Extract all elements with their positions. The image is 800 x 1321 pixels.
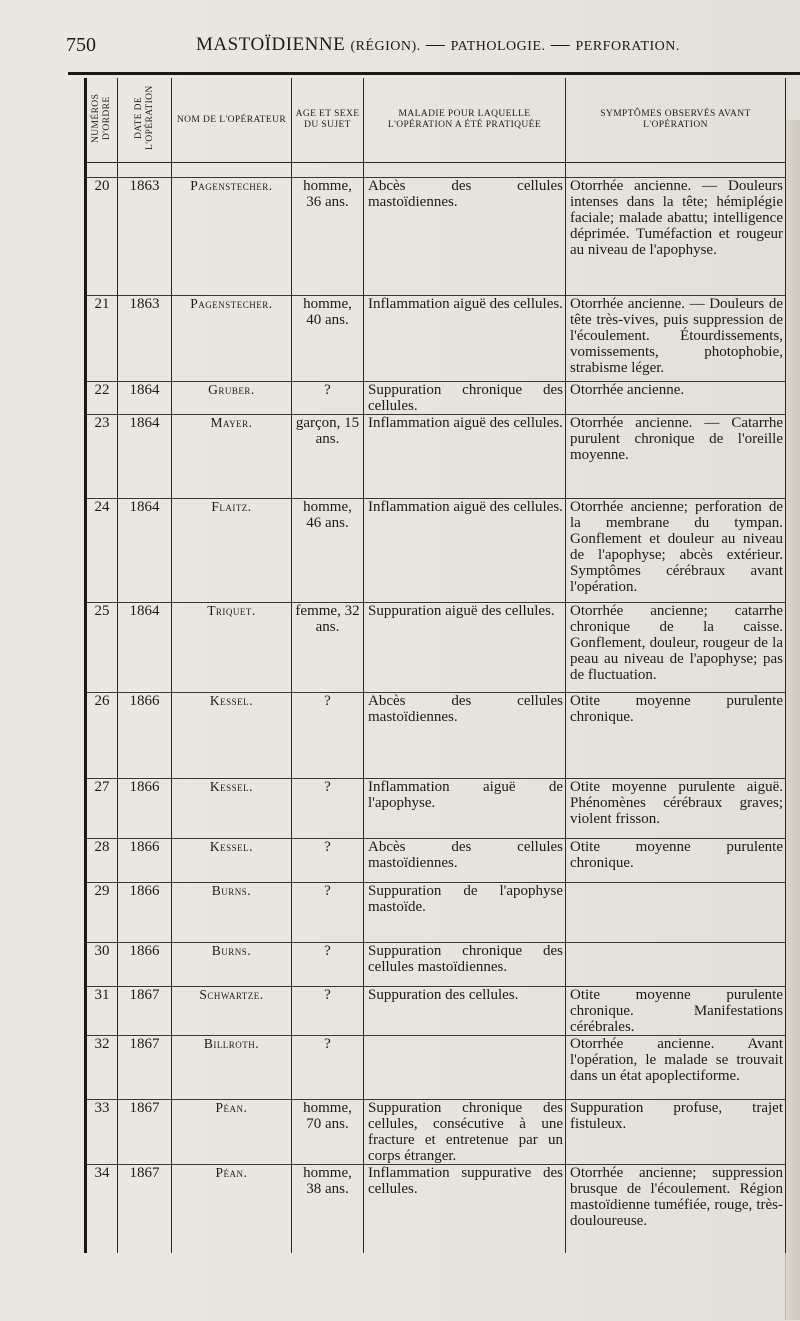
age-sex: homme, 46 ans. xyxy=(292,499,364,603)
row-number: 29 xyxy=(86,883,118,943)
table-header-row xyxy=(86,78,786,163)
row-number: 26 xyxy=(86,693,118,779)
disease-description: Inflammation aiguë des cellules. xyxy=(364,296,566,382)
row-number: 34 xyxy=(86,1165,118,1253)
age-sex: homme, 70 ans. xyxy=(292,1100,364,1165)
table-row xyxy=(86,883,786,943)
operation-date: 1864 xyxy=(118,382,172,415)
symptoms-description: Otorrhée ancienne; suppression brusque de l'écoulement. Région mastoïdienne tuméfiée, rouge, très-douloureuse. xyxy=(566,1165,786,1253)
operator-name: Péan. xyxy=(172,1165,292,1253)
table-row xyxy=(86,382,786,415)
disease-description: Suppuration aiguë des cellules. xyxy=(364,603,566,693)
row-number: 30 xyxy=(86,943,118,987)
age-sex: ? xyxy=(292,943,364,987)
symptoms-description: Otite moyenne purulente aiguë. Phénomènes cérébraux graves; violent frisson. xyxy=(566,779,786,839)
table-row xyxy=(86,499,786,603)
age-sex: homme, 36 ans. xyxy=(292,178,364,296)
row-number: 28 xyxy=(86,839,118,883)
symptoms-description: Otite moyenne purulente chronique. Manifestations cérébrales. xyxy=(566,987,786,1036)
table-row xyxy=(86,296,786,382)
operation-date: 1867 xyxy=(118,1165,172,1253)
row-number: 21 xyxy=(86,296,118,382)
disease-description: Inflammation suppurative des cellules. xyxy=(364,1165,566,1253)
col-header-operateur: NOM DE L'OPÉRATEUR xyxy=(172,78,292,163)
operation-date: 1864 xyxy=(118,603,172,693)
title-perforation: PERFORATION. xyxy=(575,39,680,54)
operation-date: 1864 xyxy=(118,499,172,603)
row-number: 20 xyxy=(86,178,118,296)
table-row xyxy=(86,839,786,883)
age-sex: ? xyxy=(292,1036,364,1100)
operation-date: 1863 xyxy=(118,296,172,382)
title-main: MASTOÏDIENNE xyxy=(196,34,346,55)
age-sex: femme, 32 ans. xyxy=(292,603,364,693)
symptoms-description xyxy=(566,883,786,943)
title-dash-2: — xyxy=(550,34,571,55)
row-number: 27 xyxy=(86,779,118,839)
operator-name: Flaitz. xyxy=(172,499,292,603)
disease-description xyxy=(364,1036,566,1100)
table-row xyxy=(86,943,786,987)
symptoms-description: Suppuration profuse, trajet fistuleux. xyxy=(566,1100,786,1165)
symptoms-description: Otorrhée ancienne. — Douleurs de tête très-vives, puis suppression de l'écoulement. Étourdissements, vomissements, photophobie, strabisme léger. xyxy=(566,296,786,382)
age-sex: garçon, 15 ans. xyxy=(292,415,364,499)
operation-date: 1866 xyxy=(118,839,172,883)
table-row xyxy=(86,178,786,296)
operation-date: 1867 xyxy=(118,1036,172,1100)
age-sex: homme, 38 ans. xyxy=(292,1165,364,1253)
age-sex: ? xyxy=(292,883,364,943)
operator-name: Burns. xyxy=(172,883,292,943)
operator-name: Triquet. xyxy=(172,603,292,693)
disease-description: Suppuration chronique des cellules. xyxy=(364,382,566,415)
symptoms-description xyxy=(566,943,786,987)
symptoms-description: Otite moyenne purulente chronique. xyxy=(566,693,786,779)
table-body xyxy=(86,178,786,1253)
symptoms-description: Otorrhée ancienne. — Catarrhe purulent chronique de l'oreille moyenne. xyxy=(566,415,786,499)
operator-name: Pagenstecher. xyxy=(172,296,292,382)
table-row xyxy=(86,415,786,499)
row-number: 33 xyxy=(86,1100,118,1165)
disease-description: Inflammation aiguë des cellules. xyxy=(364,499,566,603)
table-row xyxy=(86,1165,786,1253)
title-pathologie: PATHOLOGIE. xyxy=(450,39,546,54)
operation-date: 1866 xyxy=(118,693,172,779)
row-number: 22 xyxy=(86,382,118,415)
operator-name: Kessel. xyxy=(172,779,292,839)
age-sex: ? xyxy=(292,987,364,1036)
table-row xyxy=(86,1036,786,1100)
disease-description: Abcès des cellules mastoïdiennes. xyxy=(364,839,566,883)
operation-date: 1864 xyxy=(118,415,172,499)
operator-name: Schwartze. xyxy=(172,987,292,1036)
table-row xyxy=(86,693,786,779)
next-page-edge xyxy=(785,120,800,1320)
table-row xyxy=(86,603,786,693)
disease-description: Abcès des cellules mastoïdiennes. xyxy=(364,178,566,296)
row-number: 23 xyxy=(86,415,118,499)
row-number: 24 xyxy=(86,499,118,603)
age-sex: ? xyxy=(292,382,364,415)
operator-name: Kessel. xyxy=(172,839,292,883)
operation-date: 1866 xyxy=(118,943,172,987)
header-rule xyxy=(68,72,800,75)
col-header-symptomes: SYMPTÔMES OBSERVÉS AVANT L'OPÉRATION xyxy=(566,78,786,163)
disease-description: Suppuration des cellules. xyxy=(364,987,566,1036)
row-number: 25 xyxy=(86,603,118,693)
operator-name: Billroth. xyxy=(172,1036,292,1100)
table-row xyxy=(86,987,786,1036)
row-number: 31 xyxy=(86,987,118,1036)
title-region: (RÉGION). xyxy=(350,39,421,54)
page-number: 750 xyxy=(66,34,96,56)
age-sex: ? xyxy=(292,779,364,839)
age-sex: ? xyxy=(292,839,364,883)
operator-name: Pagenstecher. xyxy=(172,178,292,296)
operator-name: Burns. xyxy=(172,943,292,987)
table-row xyxy=(86,779,786,839)
running-title xyxy=(196,34,680,56)
operation-date: 1867 xyxy=(118,987,172,1036)
operations-table-wrap xyxy=(84,78,784,1253)
disease-description: Inflammation aiguë de l'apophyse. xyxy=(364,779,566,839)
table-row xyxy=(86,1100,786,1165)
running-header xyxy=(66,34,756,58)
symptoms-description: Otite moyenne purulente chronique. xyxy=(566,839,786,883)
age-sex: homme, 40 ans. xyxy=(292,296,364,382)
symptoms-description: Otorrhée ancienne; perforation de la membrane du tympan. Gonflement et douleur au niveau de l'apophyse; abcès extérieur. Symptômes cérébraux avant l'opération. xyxy=(566,499,786,603)
disease-description: Suppuration chronique des cellules mastoïdiennes. xyxy=(364,943,566,987)
operator-name: Kessel. xyxy=(172,693,292,779)
symptoms-description: Otorrhée ancienne; catarrhe chronique de la caisse. Gonflement, douleur, rougeur de la peau au niveau de l'apophyse; pas de fluctuation. xyxy=(566,603,786,693)
symptoms-description: Otorrhée ancienne. xyxy=(566,382,786,415)
symptoms-description: Otorrhée ancienne. — Douleurs intenses dans la tête; hémiplégie faciale; malade abattu; intelligence déprimée. Tuméfaction et rougeur au niveau de l'apophyse. xyxy=(566,178,786,296)
operation-date: 1867 xyxy=(118,1100,172,1165)
title-dash-1: — xyxy=(425,34,446,55)
operator-name: Gruber. xyxy=(172,382,292,415)
operator-name: Mayer. xyxy=(172,415,292,499)
operation-date: 1866 xyxy=(118,883,172,943)
operations-table xyxy=(84,78,786,1253)
operator-name: Péan. xyxy=(172,1100,292,1165)
symptoms-description: Otorrhée ancienne. Avant l'opération, le malade se trouvait dans un état apoplectiforme. xyxy=(566,1036,786,1100)
disease-description: Inflammation aiguë des cellules. xyxy=(364,415,566,499)
age-sex: ? xyxy=(292,693,364,779)
row-number: 32 xyxy=(86,1036,118,1100)
operation-date: 1863 xyxy=(118,178,172,296)
col-header-date: DATE DE L'OPÉRATION xyxy=(118,78,172,163)
disease-description: Suppuration chronique des cellules, consécutive à une fracture et entretenue par un corps étranger. xyxy=(364,1100,566,1165)
operation-date: 1866 xyxy=(118,779,172,839)
col-header-age: AGE ET SEXE DU SUJET xyxy=(292,78,364,163)
col-header-num: NUMÉROS D'ORDRE xyxy=(86,78,118,163)
disease-description: Abcès des cellules mastoïdiennes. xyxy=(364,693,566,779)
col-header-maladie: MALADIE POUR LAQUELLE L'OPÉRATION A ÉTÉ PRATIQUÉE xyxy=(364,78,566,163)
disease-description: Suppuration de l'apophyse mastoïde. xyxy=(364,883,566,943)
header-spacer xyxy=(86,163,786,178)
